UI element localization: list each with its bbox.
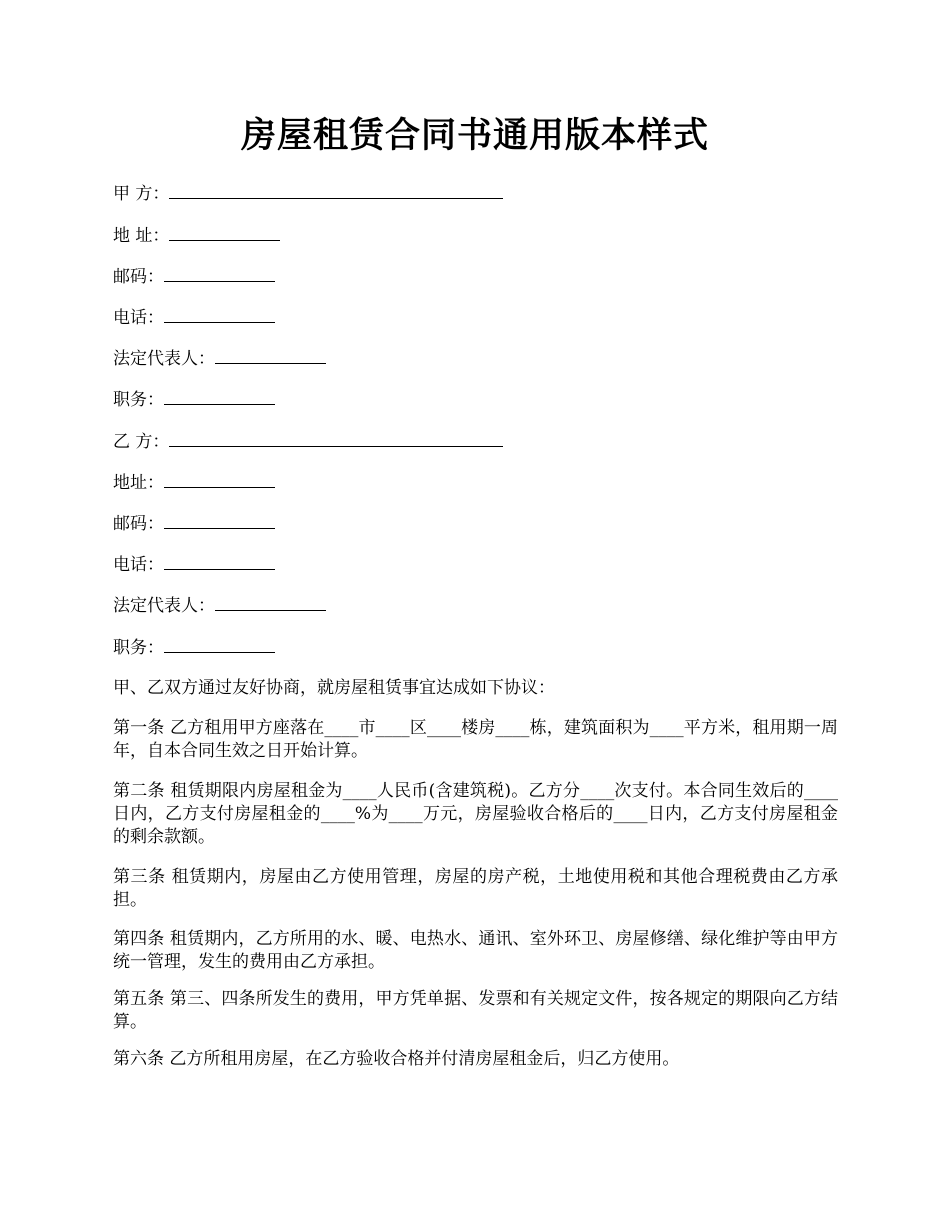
party-b-position-blank[interactable]: [164, 635, 275, 653]
party-b-position-label: 职务：: [113, 638, 164, 658]
document-title: 房屋租赁合同书通用版本样式: [240, 115, 709, 156]
party-b-phone-blank[interactable]: [164, 552, 275, 570]
party-a-postcode-blank[interactable]: [164, 264, 275, 282]
party-b-postcode-field: [113, 511, 275, 536]
party-a-name-label: 甲 方：: [113, 184, 170, 204]
party-a-address-blank[interactable]: [169, 223, 280, 241]
party-a-postcode-label: 邮码：: [113, 267, 164, 287]
article-2: 第二条 租赁期限内房屋租金为____人民币(含建筑税)。乙方分____次支付。本合同生效后的____日内，乙方支付房屋租金的____%为____万元，房屋验收合格后的____日内，乙方支付房屋租金的剩余款额。: [113, 781, 838, 847]
party-b-name-label: 乙 方：: [113, 432, 170, 452]
party-b-address-label: 地址：: [113, 473, 164, 493]
article-5: 第五条 第三、四条所发生的费用，甲方凭单据、发票和有关规定文件，按各规定的期限向乙方结算。: [113, 989, 838, 1032]
party-a-legal-rep-field: [113, 346, 326, 371]
party-a-legal-rep-blank[interactable]: [215, 346, 326, 364]
party-a-phone-blank[interactable]: [164, 305, 275, 323]
party-b-name-blank[interactable]: [169, 429, 503, 447]
party-b-postcode-label: 邮码：: [113, 514, 164, 534]
party-a-position-label: 职务：: [113, 390, 164, 410]
party-a-address-field: [113, 223, 280, 248]
party-a-position-field: [113, 387, 275, 412]
party-b-legal-rep-blank[interactable]: [215, 593, 326, 611]
party-a-name-field: [113, 181, 503, 206]
party-b-position-field: [113, 635, 275, 660]
article-3: 第三条 租赁期内，房屋由乙方使用管理，房屋的房产税，土地使用税和其他合理税费由乙方承担。: [113, 867, 838, 910]
party-a-address-label: 地 址：: [113, 226, 170, 246]
party-b-legal-rep-field: [113, 593, 326, 618]
party-b-name-field: [113, 429, 503, 454]
party-b-phone-field: [113, 552, 275, 577]
party-a-postcode-field: [113, 264, 275, 289]
party-b-postcode-blank[interactable]: [164, 511, 275, 529]
party-a-phone-field: [113, 305, 275, 330]
party-b-address-field: [113, 470, 275, 495]
party-a-position-blank[interactable]: [164, 387, 275, 405]
party-a-legal-rep-label: 法定代表人：: [113, 349, 215, 369]
party-b-address-blank[interactable]: [164, 470, 275, 488]
party-a-name-blank[interactable]: [169, 181, 503, 199]
article-4: 第四条 租赁期内，乙方所用的水、暖、电热水、通讯、室外环卫、房屋修缮、绿化维护等由甲方统一管理，发生的费用由乙方承担。: [113, 929, 838, 972]
article-6: 第六条 乙方所租用房屋，在乙方验收合格并付清房屋租金后，归乙方使用。: [113, 1049, 680, 1069]
preamble: 甲、乙双方通过友好协商，就房屋租赁事宜达成如下协议：: [113, 678, 555, 698]
party-b-phone-label: 电话：: [113, 555, 164, 575]
article-1: 第一条 乙方租用甲方座落在____市____区____楼房____栋，建筑面积为____平方米，租用期一周年，自本合同生效之日开始计算。: [113, 718, 838, 761]
party-b-legal-rep-label: 法定代表人：: [113, 596, 215, 616]
party-a-phone-label: 电话：: [113, 308, 164, 328]
